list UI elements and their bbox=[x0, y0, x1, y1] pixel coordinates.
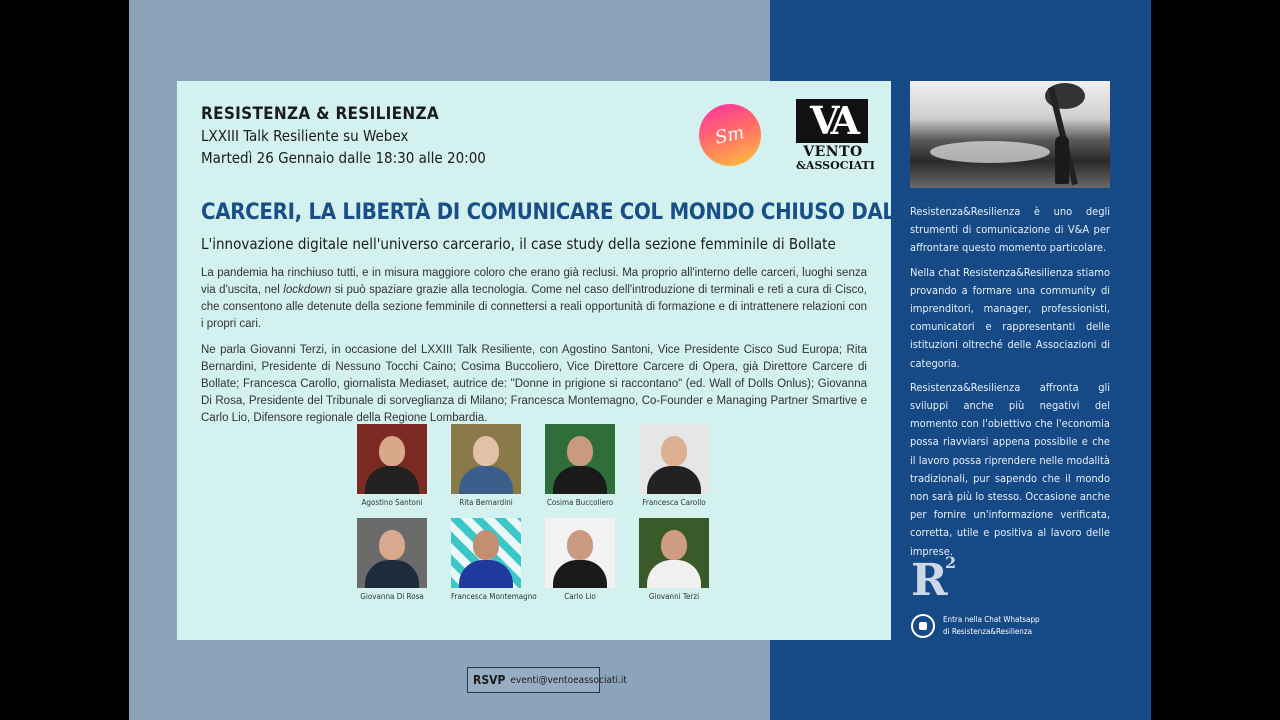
whatsapp-cta[interactable] bbox=[911, 614, 1040, 638]
smartive-logo bbox=[699, 104, 761, 166]
vento-associati-logo bbox=[796, 98, 875, 173]
va-mark: VA bbox=[796, 99, 868, 143]
whatsapp-text bbox=[943, 614, 1040, 638]
sidebar-paragraph-3: Resistenza&Resilienza affronta gli sviluppi anche più negativi del momento con l'obiettivo che l'economia possa riavviarsi appena possibile e che il lavoro possa riprendere nelle modalità tradizionali, pur sapendo che il mondo non sarà più lo stesso. Occasione anche per fornire un'informazione verificata, corretta, utile e positiva al lavoro delle imprese. bbox=[910, 380, 1110, 558]
r2-exponent: 2 bbox=[945, 553, 957, 572]
speaker-photo bbox=[639, 424, 709, 494]
speaker-name: Cosima Buccoliero bbox=[546, 498, 614, 507]
whatsapp-line-1: Entra nella Chat Whatsapp bbox=[943, 615, 1040, 624]
speaker-card bbox=[545, 424, 615, 508]
sidebar-paragraph-1: Resistenza&Resilienza è uno degli strumenti di comunicazione di V&A per affrontare questo momento particolare. bbox=[910, 205, 1110, 255]
speaker-name: Agostino Santoni bbox=[361, 498, 423, 507]
speaker-photo bbox=[357, 518, 427, 588]
event-header bbox=[201, 103, 486, 169]
speaker-photo bbox=[451, 518, 521, 588]
speaker-photo bbox=[545, 518, 615, 588]
speaker-name: Giovanni Terzi bbox=[648, 592, 700, 601]
speaker-name: Giovanna Di Rosa bbox=[360, 592, 424, 601]
rsvp-label: RSVP bbox=[473, 673, 506, 687]
sidebar-paragraph-2: Nella chat Resistenza&Resilienza stiamo provando a formare una community di imprenditori, manager, professionisti, comunicatori e rappresentanti delle istituzioni oltreché delle Associazioni di categoria. bbox=[910, 265, 1110, 370]
speaker-card bbox=[639, 518, 709, 602]
speaker-card bbox=[451, 424, 521, 508]
speaker-photo bbox=[545, 424, 615, 494]
smartive-signature: Sm bbox=[713, 121, 747, 149]
va-word-associati: &ASSOCIATI bbox=[796, 159, 875, 172]
speaker-name: Carlo Lio bbox=[564, 592, 596, 601]
r2-letter: R bbox=[911, 555, 946, 606]
speaker-photo bbox=[639, 518, 709, 588]
speakers-grid bbox=[357, 424, 717, 602]
speaker-card bbox=[639, 424, 709, 508]
speaker-name: Francesca Carollo bbox=[642, 498, 706, 507]
paragraph-1-start: La pandemia ha rinchiuso tutti, e in misura maggiore coloro che erano già reclusi. Ma proprio all'interno delle carceri, luoghi senza via d'uscita, nel bbox=[201, 267, 867, 296]
event-subtitle: L'innovazione digitale nell'universo carcerario, il case study della sezione femminile di Bollate bbox=[201, 235, 836, 253]
event-datetime: Martedì 26 Gennaio dalle 18:30 alle 20:00 bbox=[201, 149, 486, 167]
event-card bbox=[177, 81, 970, 640]
r2-logo bbox=[911, 553, 957, 606]
series-title: RESISTENZA & RESILIENZA bbox=[201, 104, 439, 124]
speaker-card bbox=[545, 518, 615, 602]
speaker-card bbox=[357, 424, 427, 508]
rsvp-box[interactable] bbox=[467, 667, 627, 693]
description-paragraph-2: Ne parla Giovanni Terzi, in occasione del LXXIII Talk Resiliente, con Agostino Santoni, Vice Presidente Cisco Sud Europa; Rita Bernardini, Presidente di Nessuno Tocchi Caino; Cosima Buccoliero, Vice Direttore Carcere di Opera, già Direttore Carcere di Bollate; Francesca Carollo, giornalista Mediaset, autrice de: "Donne in prigione si raccontano" (ed. Wall of Dolls Onlus); Giovanna Di Rosa, Presidente del Tribunale di sorveglianza di Milano; Francesca Montemagno, Co-Founder e Managing Partner Smartive e Carlo Lio, Difensore regionale della Regione Lombardia. bbox=[201, 344, 867, 424]
sidebar-text bbox=[910, 203, 1110, 567]
speaker-card bbox=[357, 518, 427, 602]
paragraph-1-end: si può spaziare grazie alla tecnologia. Come nel caso dell'introduzione di terminali e reti a cura di Cisco, che consentono alle detenute della sezione femminile di connettersi a reali opportunità di formazione e di intrattenere relazioni con i propri cari. bbox=[201, 284, 867, 330]
talk-label: LXXIII Talk Resiliente su Webex bbox=[201, 127, 409, 145]
event-description bbox=[201, 265, 867, 436]
paragraph-1-emphasis: lockdown bbox=[283, 284, 332, 296]
description-paragraph-1 bbox=[201, 265, 867, 333]
speaker-card bbox=[451, 518, 537, 602]
event-title: CARCERI, LA LIBERTÀ DI COMUNICARE COL MONDO CHIUSO DAL COVID bbox=[201, 200, 970, 225]
speaker-photo bbox=[357, 424, 427, 494]
rsvp-email-link[interactable]: eventi@ventoeassociati.it bbox=[510, 674, 627, 686]
whatsapp-icon[interactable] bbox=[911, 614, 935, 638]
whatsapp-line-2: di Resistenza&Resilienza bbox=[943, 627, 1033, 636]
slide-content bbox=[129, 0, 1151, 720]
va-word-vento: VENTO bbox=[803, 144, 863, 160]
speaker-name: Francesca Montemagno bbox=[451, 592, 537, 601]
storm-photo bbox=[910, 81, 1110, 188]
speaker-photo bbox=[451, 424, 521, 494]
speaker-name: Rita Bernardini bbox=[459, 498, 513, 507]
